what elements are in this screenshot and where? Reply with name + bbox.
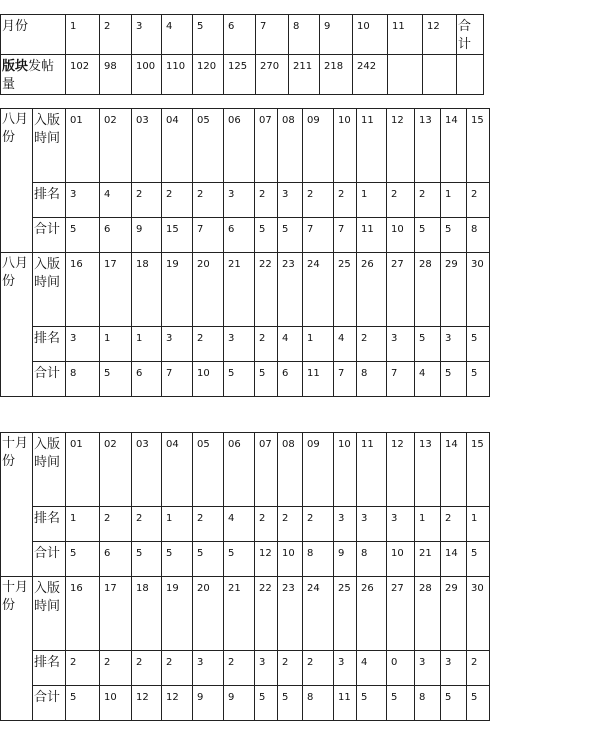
day-cell: 29: [441, 577, 467, 651]
august-first-half-days-row: [1, 109, 490, 183]
day-cell: 01: [66, 109, 100, 183]
rank-cell: 2: [357, 327, 387, 362]
total-cell: 5: [467, 686, 490, 721]
post-count-cell: 102: [66, 55, 100, 95]
total-cell: 11: [334, 686, 357, 721]
total-cell: 9: [132, 218, 162, 253]
day-cell: 14: [441, 433, 467, 507]
day-cell: 24: [303, 577, 334, 651]
month-header: 10: [353, 15, 388, 55]
rank-cell: 4: [357, 651, 387, 686]
total-cell: 7: [193, 218, 224, 253]
month-header: 1: [66, 15, 100, 55]
august-second-half-rank-row: [1, 327, 490, 362]
august-first-half-rank-row: [1, 183, 490, 218]
total-cell: 6: [278, 362, 303, 397]
october-first-half-rank-row: [1, 507, 490, 542]
day-cell: 10: [334, 433, 357, 507]
total-cell: 8: [415, 686, 441, 721]
monthly-post-summary-table: [0, 14, 484, 95]
rank-label: 排名: [33, 183, 66, 218]
day-cell: 06: [224, 109, 255, 183]
entry-time-label: 入版時间: [33, 109, 66, 183]
month-header-label: 月份: [1, 15, 66, 55]
october-second-half-rank-row: [1, 651, 490, 686]
rank-cell: 2: [132, 183, 162, 218]
day-cell: 17: [100, 253, 132, 327]
rank-cell: 3: [334, 651, 357, 686]
total-cell: 5: [467, 362, 490, 397]
total-cell: 6: [224, 218, 255, 253]
rank-cell: 2: [193, 327, 224, 362]
day-cell: 12: [387, 433, 415, 507]
day-cell: 19: [162, 577, 193, 651]
post-count-cell: 211: [289, 55, 320, 95]
post-count-cell: 98: [100, 55, 132, 95]
day-cell: 30: [467, 253, 490, 327]
total-cell: 21: [415, 542, 441, 577]
month-label: 八月份: [1, 253, 33, 397]
total-cell: 5: [224, 542, 255, 577]
day-cell: 13: [415, 109, 441, 183]
total-cell: 10: [387, 542, 415, 577]
rank-cell: 4: [278, 327, 303, 362]
month-header: 12: [423, 15, 457, 55]
day-cell: 19: [162, 253, 193, 327]
rank-cell: 2: [66, 651, 100, 686]
month-header: 9: [320, 15, 353, 55]
rank-cell: 2: [467, 651, 490, 686]
rank-label: 排名: [33, 507, 66, 542]
rank-cell: 3: [255, 651, 278, 686]
day-cell: 08: [278, 109, 303, 183]
rank-cell: 3: [334, 507, 357, 542]
total-cell: 5: [132, 542, 162, 577]
october-second-half-days-row: [1, 577, 490, 651]
rank-cell: 3: [387, 327, 415, 362]
month-header: 11: [388, 15, 423, 55]
day-cell: 09: [303, 433, 334, 507]
october-first-half-total-row: [1, 542, 490, 577]
day-cell: 26: [357, 253, 387, 327]
total-cell: 5: [415, 218, 441, 253]
total-cell: 5: [441, 218, 467, 253]
total-cell: 8: [467, 218, 490, 253]
rank-cell: 3: [387, 507, 415, 542]
october-first-half-days-row: [1, 433, 490, 507]
rank-cell: 2: [334, 183, 357, 218]
total-cell: 8: [357, 362, 387, 397]
total-label: 合计: [33, 542, 66, 577]
day-cell: 15: [467, 109, 490, 183]
total-label: 合计: [33, 218, 66, 253]
rank-cell: 1: [100, 327, 132, 362]
day-cell: 17: [100, 577, 132, 651]
day-cell: 12: [387, 109, 415, 183]
rank-cell: 3: [193, 651, 224, 686]
month-header: 5: [193, 15, 224, 55]
day-cell: 06: [224, 433, 255, 507]
post-count-cell: 100: [132, 55, 162, 95]
total-label: 合计: [33, 362, 66, 397]
rank-cell: 3: [441, 651, 467, 686]
total-cell: 6: [100, 542, 132, 577]
month-label: 十月份: [1, 433, 33, 577]
total-cell: 15: [162, 218, 193, 253]
day-cell: 25: [334, 253, 357, 327]
post-count-label: [1, 55, 66, 95]
total-cell: 9: [334, 542, 357, 577]
total-cell: 10: [193, 362, 224, 397]
entry-time-label: 入版時间: [33, 253, 66, 327]
rank-cell: 2: [100, 507, 132, 542]
total-cell: 12: [162, 686, 193, 721]
rank-cell: 2: [303, 183, 334, 218]
rank-cell: 1: [66, 507, 100, 542]
month-header: 2: [100, 15, 132, 55]
total-cell: 5: [66, 218, 100, 253]
rank-cell: 2: [193, 183, 224, 218]
total-cell: 5: [100, 362, 132, 397]
month-header: 3: [132, 15, 162, 55]
post-count-cell: 270: [256, 55, 289, 95]
day-cell: 16: [66, 577, 100, 651]
rank-cell: 2: [303, 507, 334, 542]
august-second-half-total-row: [1, 362, 490, 397]
day-cell: 14: [441, 109, 467, 183]
rank-cell: 2: [467, 183, 490, 218]
day-cell: 11: [357, 433, 387, 507]
day-cell: 22: [255, 577, 278, 651]
post-count-cell: 242: [353, 55, 388, 95]
rank-cell: 2: [100, 651, 132, 686]
total-cell: 5: [467, 542, 490, 577]
total-cell: 7: [334, 362, 357, 397]
rank-cell: 2: [415, 183, 441, 218]
total-cell: 5: [255, 218, 278, 253]
total-cell: 9: [193, 686, 224, 721]
month-header: 6: [224, 15, 256, 55]
rank-cell: 3: [278, 183, 303, 218]
total-cell: 5: [278, 218, 303, 253]
rank-label: 排名: [33, 651, 66, 686]
total-cell: 5: [387, 686, 415, 721]
day-cell: 10: [334, 109, 357, 183]
day-cell: 13: [415, 433, 441, 507]
day-cell: 09: [303, 109, 334, 183]
day-cell: 02: [100, 433, 132, 507]
rank-cell: 3: [224, 183, 255, 218]
rank-cell: 2: [303, 651, 334, 686]
total-cell: 11: [357, 218, 387, 253]
day-cell: 23: [278, 253, 303, 327]
day-cell: 08: [278, 433, 303, 507]
rank-cell: 3: [66, 183, 100, 218]
total-cell: 10: [278, 542, 303, 577]
rank-cell: 2: [193, 507, 224, 542]
day-cell: 16: [66, 253, 100, 327]
summary-month-row: [1, 15, 484, 55]
total-cell: 7: [162, 362, 193, 397]
day-cell: 21: [224, 577, 255, 651]
rank-cell: 3: [162, 327, 193, 362]
rank-cell: 2: [278, 651, 303, 686]
total-label: 合计: [33, 686, 66, 721]
day-cell: 18: [132, 253, 162, 327]
rank-cell: 2: [255, 183, 278, 218]
total-cell: 12: [255, 542, 278, 577]
day-cell: 07: [255, 109, 278, 183]
post-count-label-rest: 发帖量: [2, 59, 55, 92]
total-cell: 6: [100, 218, 132, 253]
rank-cell: 2: [278, 507, 303, 542]
total-cell: 5: [224, 362, 255, 397]
summary-count-row: [1, 55, 484, 95]
total-cell: 8: [66, 362, 100, 397]
day-cell: 18: [132, 577, 162, 651]
post-count-cell: [388, 55, 423, 95]
day-cell: 24: [303, 253, 334, 327]
month-header: 4: [162, 15, 193, 55]
post-count-cell: [423, 55, 457, 95]
total-cell: 11: [303, 362, 334, 397]
total-cell: 5: [162, 542, 193, 577]
total-cell: 14: [441, 542, 467, 577]
total-cell: 7: [334, 218, 357, 253]
month-label: 十月份: [1, 577, 33, 721]
post-count-cell: 110: [162, 55, 193, 95]
day-cell: 27: [387, 253, 415, 327]
total-cell: 5: [441, 686, 467, 721]
total-cell: 7: [303, 218, 334, 253]
rank-cell: 1: [357, 183, 387, 218]
august-first-half-total-row: [1, 218, 490, 253]
total-cell: 5: [357, 686, 387, 721]
day-cell: 01: [66, 433, 100, 507]
august-daily-table: [0, 108, 490, 397]
day-cell: 04: [162, 109, 193, 183]
day-cell: 29: [441, 253, 467, 327]
day-cell: 22: [255, 253, 278, 327]
month-header: 7: [256, 15, 289, 55]
rank-cell: 3: [224, 327, 255, 362]
rank-cell: 3: [66, 327, 100, 362]
day-cell: 28: [415, 577, 441, 651]
total-cell: 5: [255, 686, 278, 721]
rank-cell: 2: [224, 651, 255, 686]
total-cell: 9: [224, 686, 255, 721]
rank-cell: 1: [441, 183, 467, 218]
entry-time-label: 入版時间: [33, 433, 66, 507]
rank-cell: 2: [162, 183, 193, 218]
rank-cell: 4: [224, 507, 255, 542]
total-cell: 8: [303, 686, 334, 721]
total-cell: 8: [303, 542, 334, 577]
total-cell: 10: [387, 218, 415, 253]
total-header: 合计: [457, 15, 484, 55]
rank-cell: 1: [415, 507, 441, 542]
day-cell: 05: [193, 433, 224, 507]
month-header: 8: [289, 15, 320, 55]
day-cell: 28: [415, 253, 441, 327]
rank-cell: 5: [415, 327, 441, 362]
rank-cell: 1: [467, 507, 490, 542]
rank-cell: 0: [387, 651, 415, 686]
day-cell: 03: [132, 433, 162, 507]
rank-cell: 3: [415, 651, 441, 686]
rank-cell: 3: [441, 327, 467, 362]
total-cell: 12: [132, 686, 162, 721]
august-second-half-days-row: [1, 253, 490, 327]
total-cell: 5: [193, 542, 224, 577]
october-second-half-total-row: [1, 686, 490, 721]
rank-cell: 2: [132, 651, 162, 686]
day-cell: 25: [334, 577, 357, 651]
total-cell: 6: [132, 362, 162, 397]
day-cell: 11: [357, 109, 387, 183]
day-cell: 03: [132, 109, 162, 183]
day-cell: 27: [387, 577, 415, 651]
total-cell: 5: [441, 362, 467, 397]
day-cell: 30: [467, 577, 490, 651]
total-cell: 5: [255, 362, 278, 397]
post-count-cell: 120: [193, 55, 224, 95]
entry-time-label: 入版時间: [33, 577, 66, 651]
rank-cell: 4: [100, 183, 132, 218]
rank-cell: 2: [132, 507, 162, 542]
post-count-total-cell: [457, 55, 484, 95]
day-cell: 05: [193, 109, 224, 183]
rank-cell: 2: [255, 327, 278, 362]
october-daily-table: [0, 432, 490, 721]
month-label: 八月份: [1, 109, 33, 253]
rank-cell: 1: [303, 327, 334, 362]
total-cell: 8: [357, 542, 387, 577]
rank-cell: 1: [162, 507, 193, 542]
total-cell: 10: [100, 686, 132, 721]
day-cell: 20: [193, 577, 224, 651]
rank-label: 排名: [33, 327, 66, 362]
rank-cell: 1: [132, 327, 162, 362]
day-cell: 21: [224, 253, 255, 327]
total-cell: 4: [415, 362, 441, 397]
rank-cell: 5: [467, 327, 490, 362]
total-cell: 7: [387, 362, 415, 397]
rank-cell: 2: [162, 651, 193, 686]
day-cell: 07: [255, 433, 278, 507]
day-cell: 20: [193, 253, 224, 327]
total-cell: 5: [278, 686, 303, 721]
rank-cell: 2: [441, 507, 467, 542]
day-cell: 02: [100, 109, 132, 183]
day-cell: 15: [467, 433, 490, 507]
rank-cell: 3: [357, 507, 387, 542]
post-count-cell: 218: [320, 55, 353, 95]
day-cell: 26: [357, 577, 387, 651]
total-cell: 5: [66, 542, 100, 577]
rank-cell: 4: [334, 327, 357, 362]
post-count-cell: 125: [224, 55, 256, 95]
day-cell: 04: [162, 433, 193, 507]
rank-cell: 2: [387, 183, 415, 218]
rank-cell: 2: [255, 507, 278, 542]
day-cell: 23: [278, 577, 303, 651]
post-count-label-bold: 版块: [2, 59, 29, 74]
total-cell: 5: [66, 686, 100, 721]
